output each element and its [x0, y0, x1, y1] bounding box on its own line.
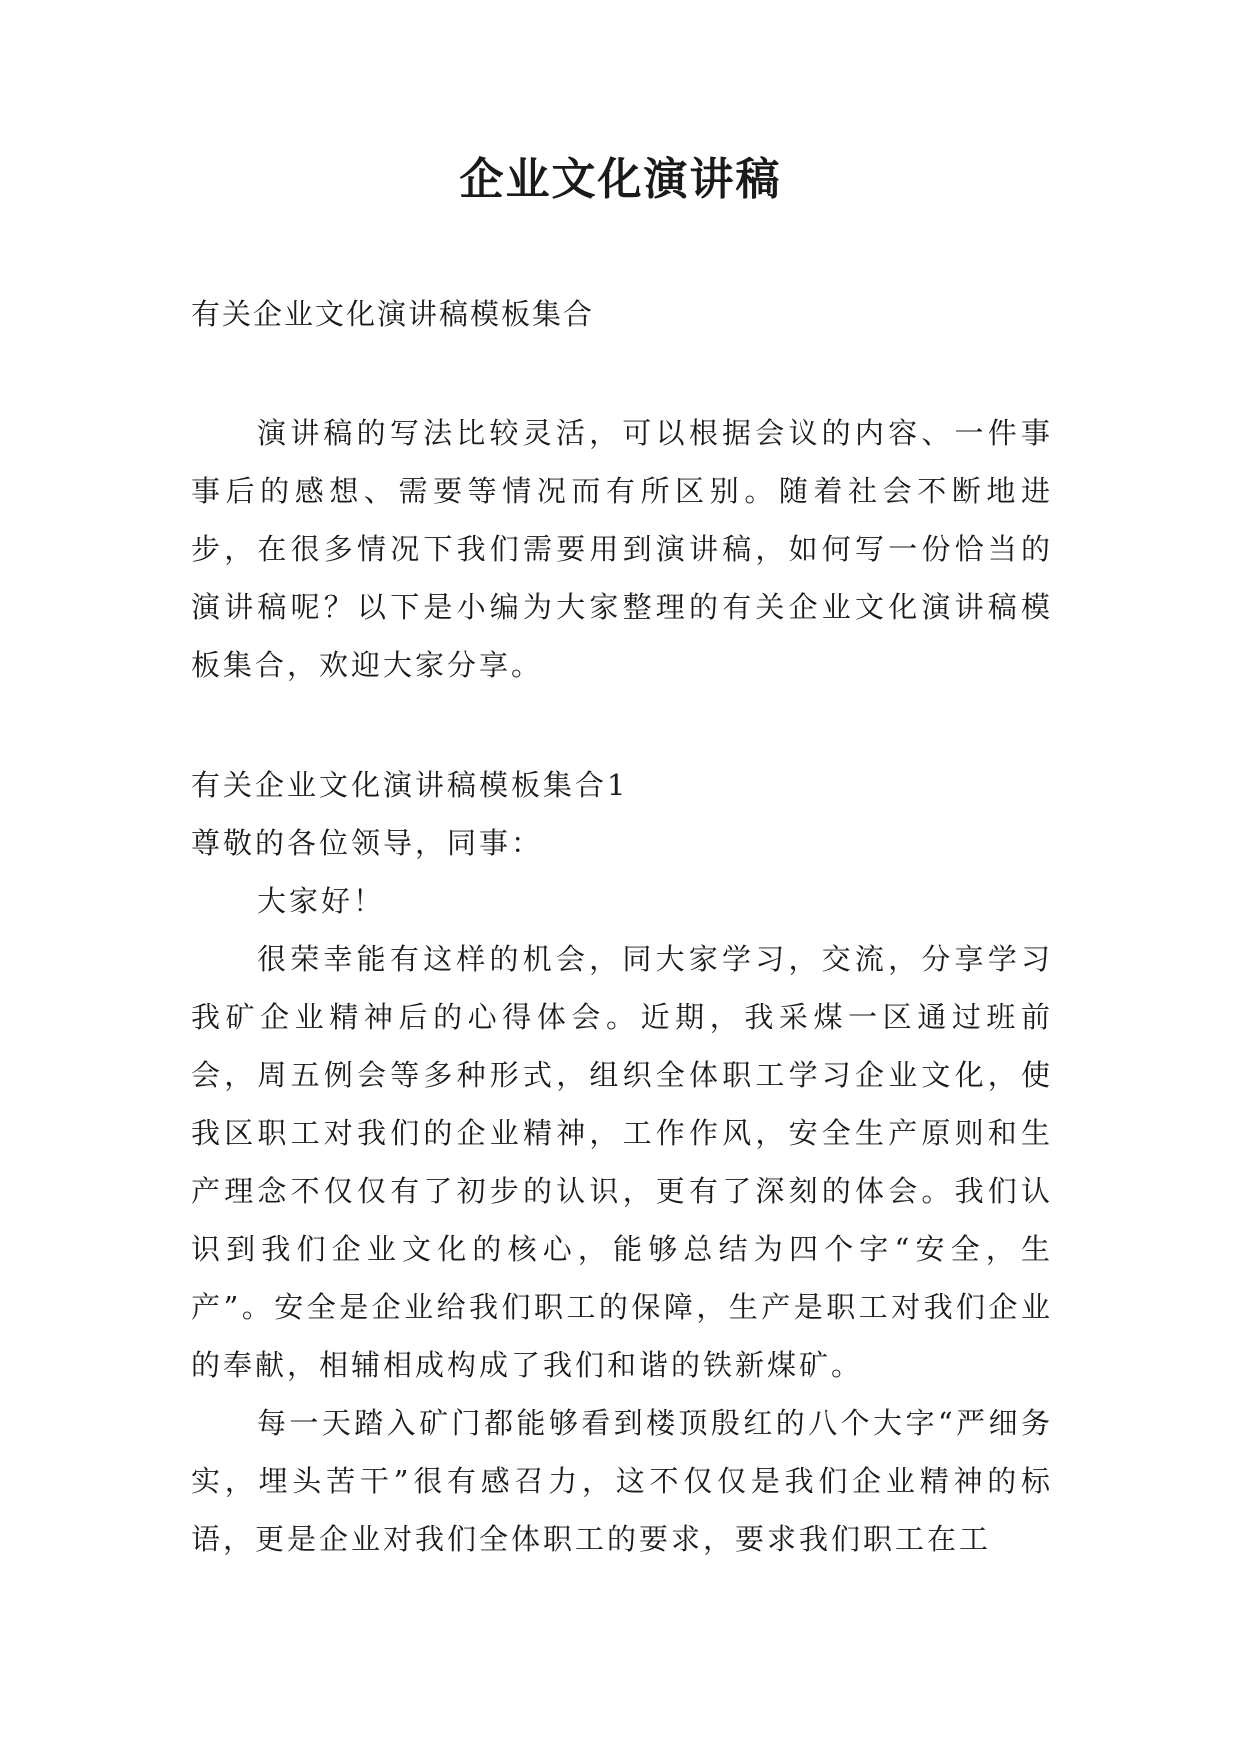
body-paragraph-1: 很荣幸能有这样的机会，同大家学习，交流，分享学习我矿企业精神后的心得体会。近期，我采煤一区通过班前会，周五例会等多种形式，组织全体职工学习企业文化，使我区职工对我们的企业精神，工作作风，安全生产原则和生产理念不仅仅有了初步的认识，更有了深刻的体会。我们认识到我们企业文化的核心，能够总结为四个字“安全，生产”。安全是企业给我们职工的保障，生产是职工对我们企业的奉献，相辅相成构成了我们和谐的铁新煤矿。	[191, 942, 1053, 1382]
greeting: 大家好！	[257, 884, 386, 918]
intro-paragraph: 演讲稿的写法比较灵活，可以根据会议的内容、一件事事后的感想、需要等情况而有所区别。随着社会不断地进步，在很多情况下我们需要用到演讲稿，如何写一份恰当的演讲稿呢？以下是小编为大家整理的有关企业文化演讲稿模板集合，欢迎大家分享。	[191, 416, 1053, 682]
document-subtitle: 有关企业文化演讲稿模板集合	[191, 297, 595, 331]
document-title: 企业文化演讲稿	[459, 154, 782, 205]
section-heading: 有关企业文化演讲稿模板集合1	[191, 768, 629, 802]
body-paragraph-2: 每一天踏入矿门都能够看到楼顶殷红的八个大字“严细务实，埋头苦干”很有感召力，这不仅仅是我们企业精神的标语，更是企业对我们全体职工的要求，要求我们职工在工	[191, 1406, 1053, 1556]
salutation: 尊敬的各位领导，同事：	[191, 826, 544, 860]
